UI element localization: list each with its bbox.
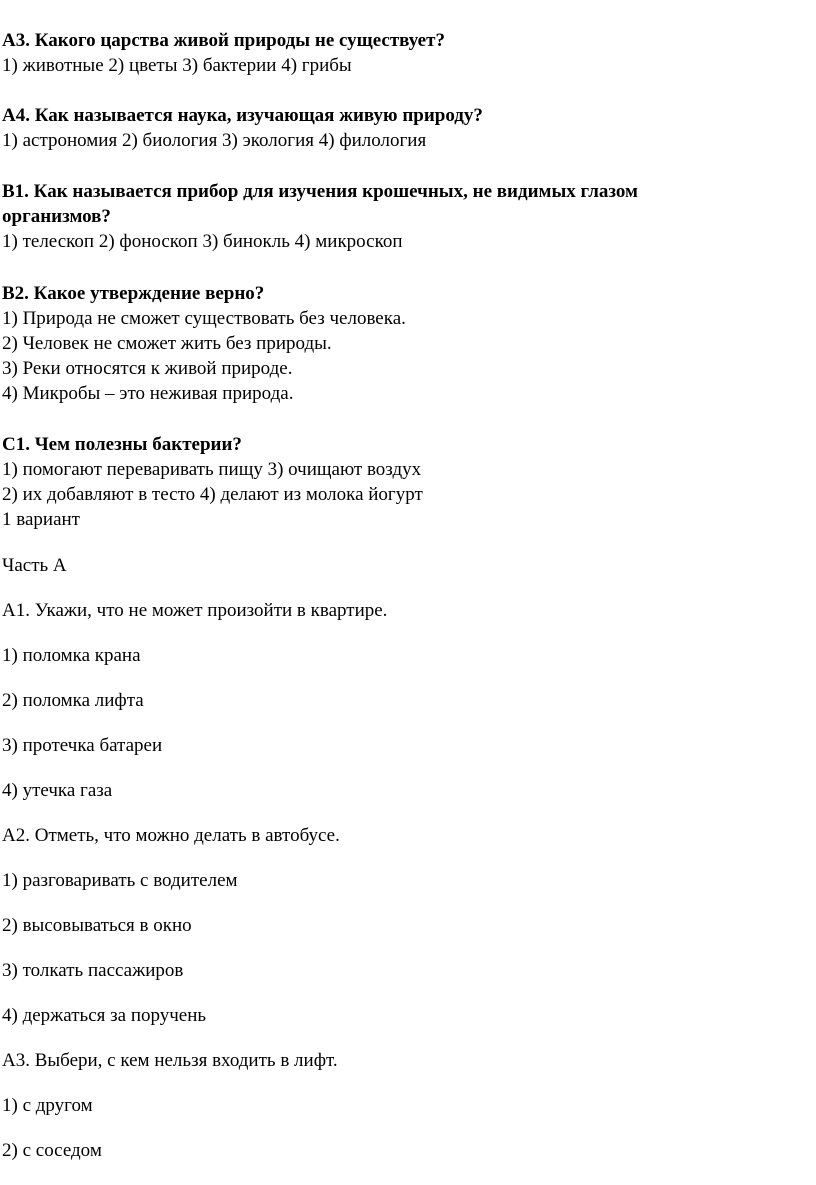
options-b1: 1) телескоп 2) фоноскоп 3) бинокль 4) микроскоп [2,231,403,252]
option-a2-4: 4) держаться за поручень [2,1005,207,1026]
question-a1: А1. Укажи, что не может произойти в квартире. [2,600,388,621]
option-a1-2: 2) поломка лифта [2,690,144,711]
option-b2-2: 2) Человек не сможет жить без природы. [2,333,332,354]
question-c1: С1. Чем полезны бактерии? [2,434,242,455]
option-a1-4: 4) утечка газа [2,780,113,801]
options-a4: 1) астрономия 2) биология 3) экология 4) филология [2,130,427,151]
question-a3-part2: А3. Выбери, с кем нельзя входить в лифт. [2,1050,338,1071]
option-b2-1: 1) Природа не сможет существовать без человека. [2,308,406,329]
part-a-heading: Часть А [2,555,67,576]
option-a1-1: 1) поломка крана [2,645,141,666]
question-a4: А4. Как называется наука, изучающая живую природу? [2,105,483,126]
question-a2: А2. Отметь, что можно делать в автобусе. [2,825,340,846]
option-a3-1: 1) с другом [2,1095,93,1116]
options-a3-part1: 1) животные 2) цветы 3) бактерии 4) грибы [2,55,352,76]
option-a3-2: 2) с соседом [2,1140,102,1161]
option-a1-3: 3) протечка батареи [2,735,163,756]
question-b1-line2: организмов? [2,206,111,227]
option-c1-row1: 1) помогают переваривать пищу 3) очищают воздух [2,459,422,480]
question-b1-line1: В1. Как называется прибор для изучения крошечных, не видимых глазом [2,181,638,202]
option-c1-row2: 2) их добавляют в тесто 4) делают из молока йогурт [2,484,423,505]
question-b2: В2. Какое утверждение верно? [2,283,265,304]
option-a2-1: 1) разговаривать с водителем [2,870,238,891]
option-a2-2: 2) высовываться в окно [2,915,192,936]
option-a2-3: 3) толкать пассажиров [2,960,184,981]
variant-heading: 1 вариант [2,509,80,530]
question-a3-part1: А3. Какого царства живой природы не существует? [2,30,445,51]
option-b2-3: 3) Реки относятся к живой природе. [2,358,293,379]
option-b2-4: 4) Микробы – это неживая природа. [2,383,294,404]
